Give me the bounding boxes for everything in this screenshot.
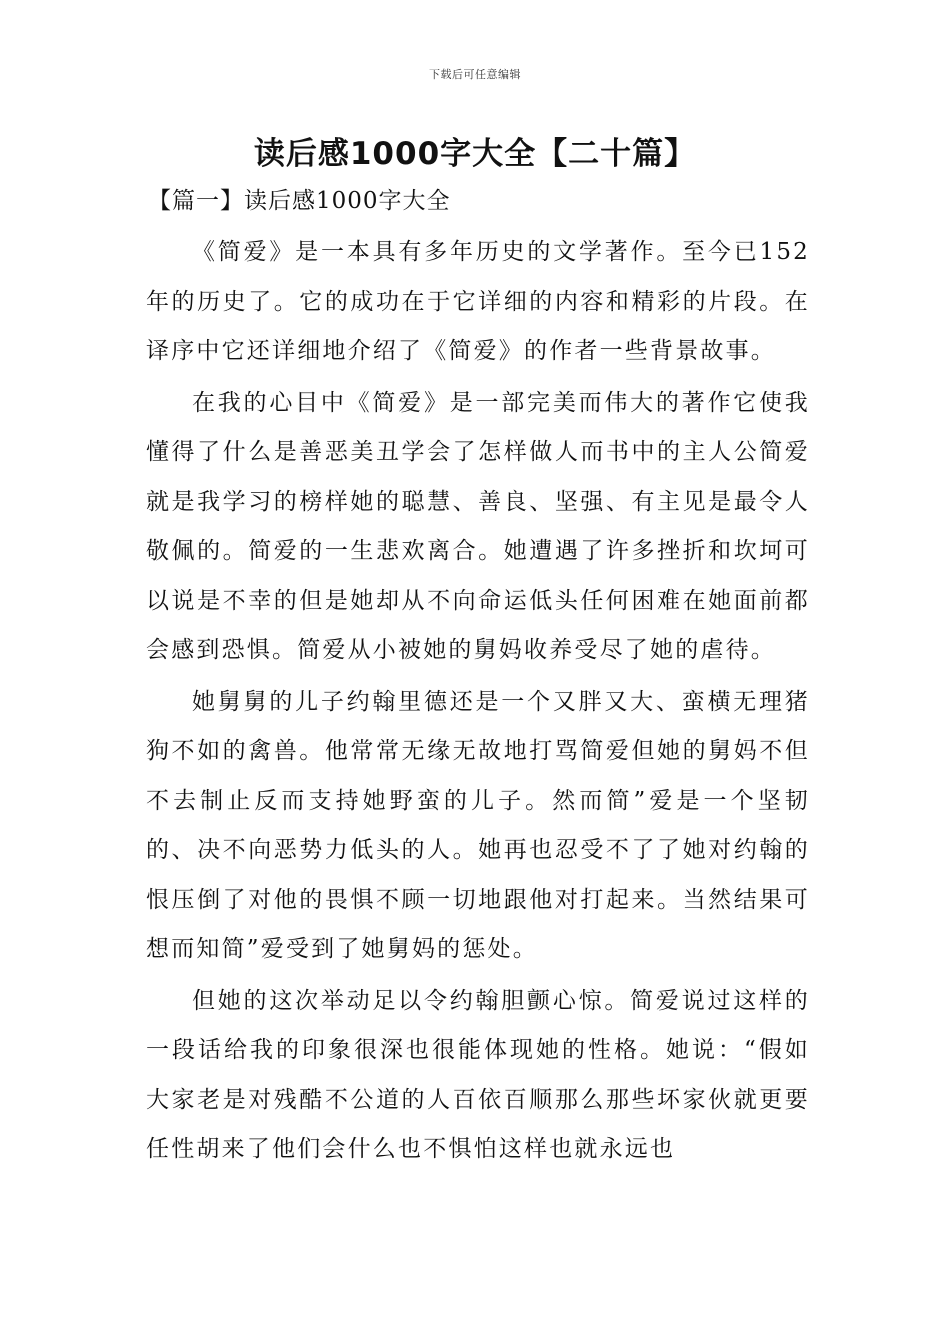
header-note: 下载后可任意编辑 [429, 68, 521, 81]
section-heading: 【篇一】读后感1000字大全 [148, 188, 451, 214]
article-body [146, 228, 810, 1177]
page-title: 读后感1000字大全【二十篇】 [253, 136, 697, 172]
paragraph: 但她的这次举动足以令约翰胆颤心惊。简爱说过这样的一段话给我的印象很深也很能体现她的性格。她说：“假如大家老是对残酷不公道的人百依百顺那么那些坏家伙就更要任性胡来了他们会什么也不惧怕这样也就永远也 [146, 987, 810, 1162]
paragraph: 《简爱》是一本具有多年历史的文学著作。至今已152年的历史了。它的成功在于它详细的内容和精彩的片段。在译序中它还详细地介绍了《简爱》的作者一些背景故事。 [146, 239, 810, 364]
paragraph: 她舅舅的儿子约翰里德还是一个又胖又大、蛮横无理猪狗不如的禽兽。他常常无缘无故地打骂简爱但她的舅妈不但不去制止反而支持她野蛮的儿子。然而简”爱是一个坚韧的、决不向恶势力低头的人。她再也忍受不了了她对约翰的恨压倒了对他的畏惧不顾一切地跟他对打起来。当然结果可想而知简”爱受到了她舅妈的惩处。 [146, 688, 810, 962]
paragraph: 在我的心目中《简爱》是一部完美而伟大的著作它使我懂得了什么是善恶美丑学会了怎样做人而书中的主人公简爱就是我学习的榜样她的聪慧、善良、坚强、有主见是最令人敬佩的。简爱的一生悲欢离合。她遭遇了许多挫折和坎坷可以说是不幸的但是她却从不向命运低头任何困难在她面前都会感到恐惧。简爱从小被她的舅妈收养受尽了她的虐待。 [146, 389, 810, 663]
